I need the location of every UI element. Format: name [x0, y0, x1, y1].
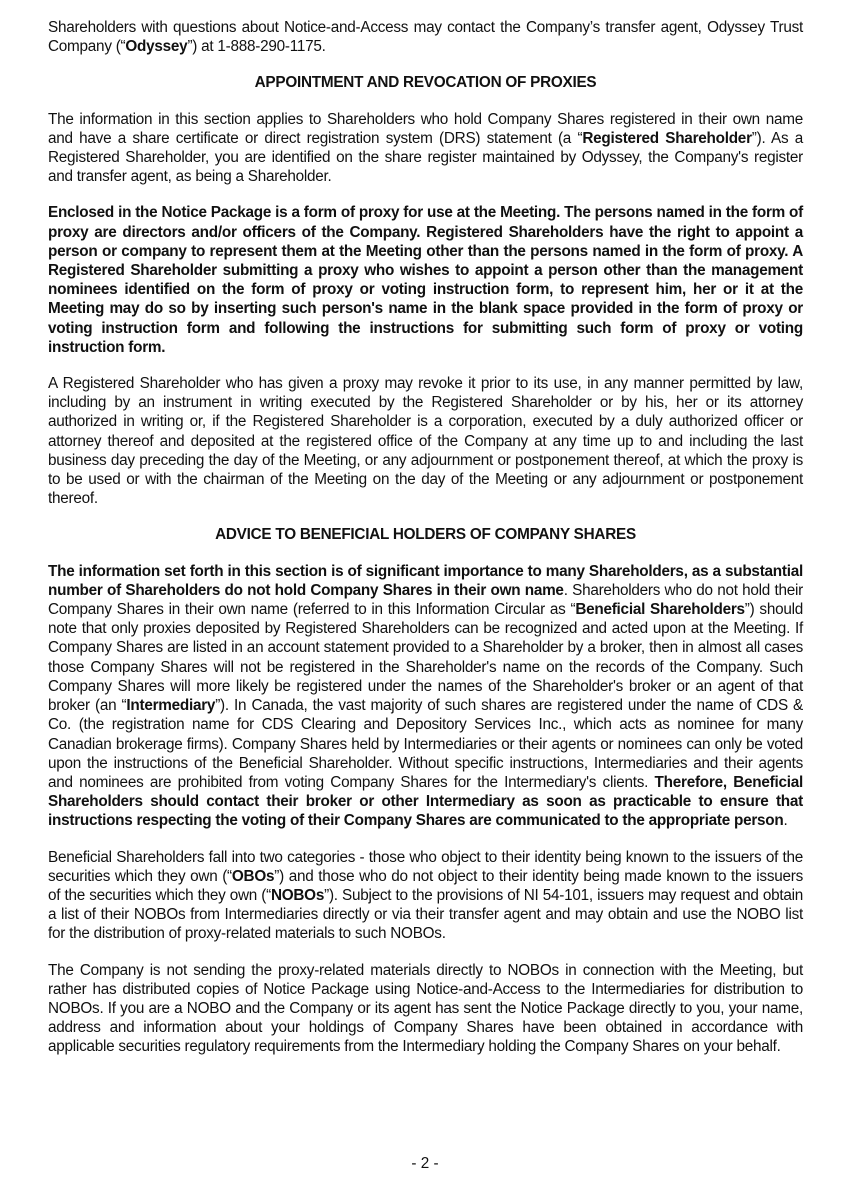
- registered-shareholder-paragraph: The information in this section applies to Shareholders who hold Company Shares registered in their own name and have a share certificate or direct registration system (DRS) statement (a “Registered Shareholder”). As a Registered Shareholder, you are identified on the share register maintained by Odyssey, the Company's register and transfer agent, as being a Shareholder.: [48, 110, 804, 186]
- document-page: [48, 0, 803, 1057]
- registered-shareholder-term: Registered Shareholder: [582, 129, 752, 147]
- obos-term: OBOs: [231, 867, 275, 885]
- intermediary-term: Intermediary: [126, 697, 216, 715]
- section-heading-beneficial-holders: ADVICE TO BENEFICIAL HOLDERS OF COMPANY SHARES: [215, 526, 636, 544]
- obo-nobo-paragraph: Beneficial Shareholders fall into two categories - those who object to their identity being known to the issuers of the securities which they own (“OBOs”) and those who do not object to their identity being made known to the issuers of the securities which they own (“NOBOs”). Subject to the provisions of NI 54-101, issuers may request and obtain a list of their NOBOs from Intermediaries directly or via their transfer agent and may obtain and use the NOBO list for the distribution of proxy-related materials to such NOBOs.: [48, 848, 804, 943]
- form-of-proxy-paragraph: Enclosed in the Notice Package is a form of proxy for use at the Meeting. The persons named in the form of proxy are directors and/or officers of the Company. Registered Shareholders have the right to appoint a person or company to represent them at the Meeting other than the persons named in the form of proxy. A Registered Shareholder submitting a proxy who wishes to appoint a person other than the management nominees identified on the form of proxy or voting instruction form, to represent him, her or it at the Meeting may do so by inserting such person's name in the blank space provided in the form of proxy or voting instruction form and following the instructions for submitting such form of proxy or voting instruction form.: [48, 204, 803, 356]
- intro-paragraph: Shareholders with questions about Notice-and-Access may contact the Company’s transfer agent, Odyssey Trust Company (“Odyssey”) at 1-888-290-1175.: [48, 19, 803, 56]
- section-heading-proxies: APPOINTMENT AND REVOCATION OF PROXIES: [254, 74, 597, 92]
- odyssey-defined-term: Odyssey: [125, 38, 188, 56]
- nobos-term: NOBOs: [270, 886, 325, 904]
- nobo-distribution-paragraph: The Company is not sending the proxy-related materials directly to NOBOs in connection with the Meeting, but rather has distributed copies of Notice Package using Notice-and-Access to the Intermediaries for distribution to NOBOs. If you are a NOBO and the Company or its agent has sent the Notice Package directly to you, your name, address and information about your holdings of Company Shares have been obtained in accordance with applicable securities regulatory requirements from the Intermediary holding the Company Shares on your behalf.: [48, 961, 803, 1056]
- revocation-paragraph: A Registered Shareholder who has given a proxy may revoke it prior to its use, in any manner permitted by law, including by an instrument in writing executed by the Registered Shareholder or by his, her or its attorney authorized in writing or, if the Registered Shareholder is a corporation, executed by a duly authorized officer or attorney thereof and deposited at the registered office of the Company at any time up to and including the last business day preceding the day of the Meeting, or any adjournment or postponement thereof, at which the proxy is to be used or with the chairman of the Meeting on the day of the Meeting or any adjournment or postponement thereof.: [48, 375, 803, 508]
- beneficial-shareholders-term: Beneficial Shareholders: [575, 601, 745, 619]
- page-number: - 2 -: [411, 1155, 439, 1172]
- beneficial-shareholders-paragraph: The information set forth in this section is of significant importance to many Shareholders, as a substantial number of Shareholders do not hold Company Shares in their own name. Shareholders who do not hold their Company Shares in their own name (referred to in this Information Circular as “Beneficial Shareholders”) should note that only proxies deposited by Registered Shareholders can be recognized and acted upon at the Meeting. If Company Shares are listed in an account statement provided to a Shareholder by a broker, then in almost all cases those Company Shares will not be registered in the Shareholder's name on the records of the Company. Such Company Shares will more likely be registered under the names of the Shareholder's broker or an agent of that broker (an “Intermediary”). In Canada, the vast majority of such shares are registered under the name of CDS & Co. (the registration name for CDS Clearing and Depository Services Inc., which acts as nominee for many Canadian brokerage firms). Company Shares held by Intermediaries or their agents or nominees can only be voted upon the instructions of the Beneficial Shareholder. Without specific instructions, Intermediaries and their agents and nominees are prohibited from voting Company Shares for the Intermediary's clients. Therefore, Beneficial Shareholders should contact their broker or other Intermediary as soon as practicable to ensure that instructions respecting the voting of their Company Shares are communicated to the appropriate person.: [48, 562, 804, 830]
